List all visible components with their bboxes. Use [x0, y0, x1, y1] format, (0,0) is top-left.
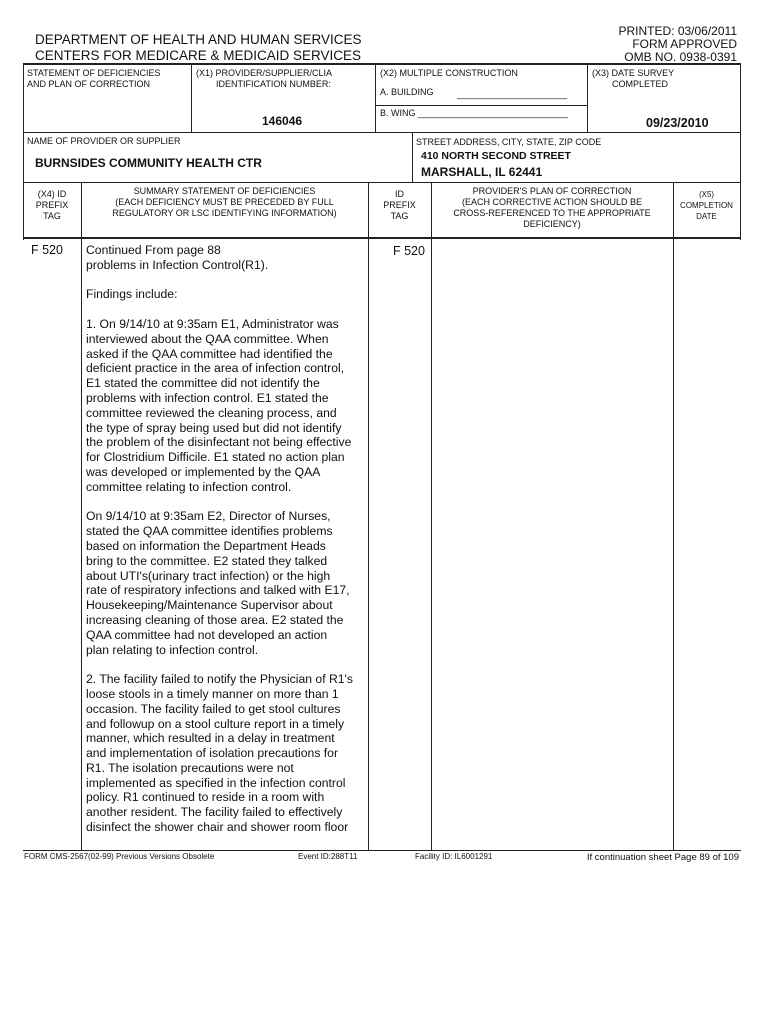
event-id: Event ID:288T11 — [298, 852, 358, 861]
divider-x2 — [375, 63, 376, 132]
column-header-bottom-rule — [23, 237, 741, 239]
col-divider-4 — [673, 182, 674, 850]
survey-date: 09/23/2010 — [646, 116, 709, 130]
tag-left: F 520 — [31, 243, 63, 257]
divider-x3 — [587, 63, 588, 132]
col-divider-1 — [81, 182, 82, 850]
x2-label: (X2) MULTIPLE CONSTRUCTION — [380, 68, 518, 78]
building-label: A. BUILDING — [380, 87, 434, 97]
street-address: 410 NORTH SECOND STREET — [421, 150, 571, 162]
omb-number: OMB NO. 0938-0391 — [624, 50, 737, 64]
continuation-note: If continuation sheet Page 89 of 109 — [586, 852, 739, 863]
provider-number: 146046 — [262, 114, 303, 128]
wing-label: B. WING ______________________________ — [380, 108, 569, 118]
col-divider-3 — [431, 182, 432, 850]
agency-title: CENTERS FOR MEDICARE & MEDICAID SERVICES — [35, 48, 362, 63]
paragraph: Findings include: — [86, 287, 178, 302]
deficiency-text — [86, 243, 368, 850]
form-number: FORM CMS-2567(02-99) Previous Versions Obsolete — [24, 852, 215, 861]
x4-header: (X4) ID PREFIX TAG — [35, 189, 69, 221]
printed-date: PRINTED: 03/06/2011 — [618, 24, 737, 38]
id-prefix-header: ID PREFIX TAG — [383, 189, 416, 221]
paragraph: 1. On 9/14/10 at 9:35am E1, Administrator was interviewed about the QAA committee. When asked if the QAA committee had identified the deficient practice in the area of infection control, E1 stated the committee did not identify the problems with infection control. E1 stated the committee reviewed the cleaning process, and the type of spray being used but did not identify the problem of the disinfectant not being effective for Clostridium Difficile. E1 stated no action plan was developed or implemented by the QAA committee relating to infection control. — [86, 316, 352, 494]
city-state-zip: MARSHALL, IL 62441 — [421, 165, 543, 179]
column-header-top-rule — [23, 182, 741, 183]
building-rule — [375, 105, 587, 106]
x1-label-2: IDENTIFICATION NUMBER: — [216, 79, 331, 89]
form-approved: FORM APPROVED — [632, 37, 737, 51]
divider-x1 — [191, 63, 192, 132]
plan-header: PROVIDER'S PLAN OF CORRECTION (EACH CORRECTIVE ACTION SHOULD BE CROSS-REFERENCED TO THE APPROPRIATE DEFICIENCY) — [453, 186, 651, 229]
frame-right — [740, 63, 741, 240]
facility-id: Facility ID: IL6001291 — [415, 852, 493, 861]
x5-header: (X5) COMPLETION DATE — [680, 190, 733, 221]
row2-top-rule — [23, 132, 741, 133]
footer-rule — [23, 850, 741, 851]
x1-label: (X1) PROVIDER/SUPPLIER/CLIA — [196, 68, 333, 78]
paragraph: 2. The facility failed to notify the Physician of R1's loose stools in a timely manner on more than 1 occasion. The facility failed to get stool cultures and followup on a stool culture report in a timely manner, which resulted in a delay in treatment and implementation of isolation precautions for R1. The isolation precautions were not implemented as specified in the infection control policy. R1 continued to reside in a room with another resident. The facility failed to effectively disinfect the shower chair and shower room floor — [86, 672, 353, 835]
paragraph: On 9/14/10 at 9:35am E2, Director of Nurses, stated the QAA committee identifies problems based on information the Department Heads bring to the committee. E2 stated they talked about UTI's(urinary tract infection) or the high rate of respiratory infections and talked with E17, Housekeeping/Maintenance Supervisor about increasing cleaning of those area. E2 stated the QAA committee had not developed an action plan relating to infection control. — [86, 509, 350, 657]
provider-name: BURNSIDES COMMUNITY HEALTH CTR — [35, 156, 262, 170]
top-rule — [23, 63, 741, 65]
statement-label-2: AND PLAN OF CORRECTION — [27, 79, 151, 89]
address-divider — [412, 132, 413, 182]
address-label: STREET ADDRESS, CITY, STATE, ZIP CODE — [416, 137, 602, 147]
building-blank: ______________________ — [457, 89, 568, 99]
provider-name-label: NAME OF PROVIDER OR SUPPLIER — [27, 136, 181, 146]
x3-label: (X3) DATE SURVEY — [592, 68, 675, 78]
summary-header: SUMMARY STATEMENT OF DEFICIENCIES (EACH DEFICIENCY MUST BE PRECEDED BY FULL REGULATORY OR LSC IDENTIFYING INFORMATION) — [112, 186, 337, 218]
col-divider-2 — [368, 182, 369, 850]
x3-label-2: COMPLETED — [612, 79, 669, 89]
tag-right: F 520 — [393, 244, 425, 258]
paragraph: Continued From page 88 problems in Infection Control(R1). — [86, 243, 269, 272]
department-title: DEPARTMENT OF HEALTH AND HUMAN SERVICES — [35, 32, 362, 47]
statement-label: STATEMENT OF DEFICIENCIES — [27, 68, 161, 78]
